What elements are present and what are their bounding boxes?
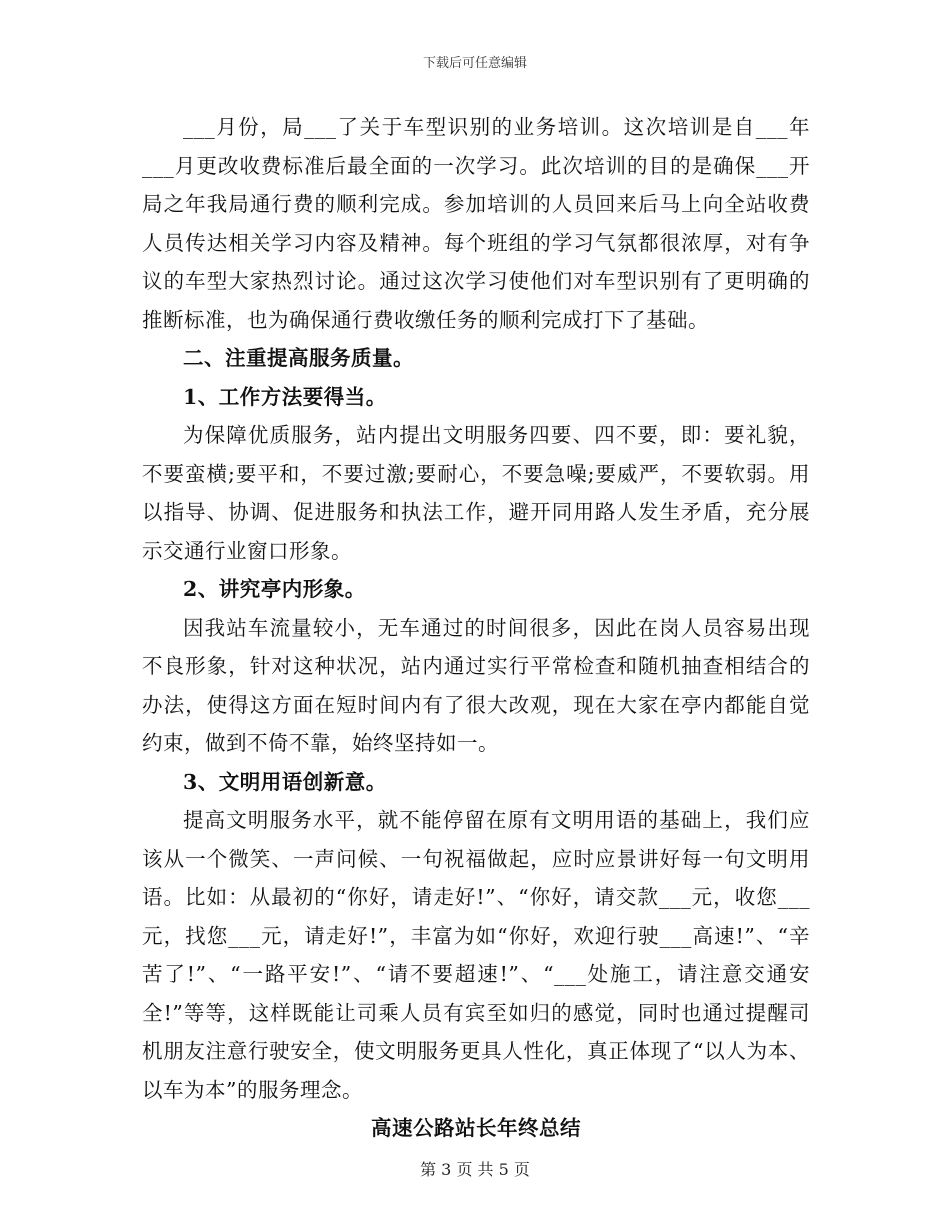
document-body bbox=[142, 108, 810, 1148]
subheading-civilized-language: 3、文明用语创新意。 bbox=[183, 769, 387, 794]
paragraph-booth-image: 因我站车流量较小，无车通过的时间很多，因此在岗人员容易出现不良形象，针对这种状况，站内通过实行平常检查和随机抽查相结合的办法，使得这方面在短时间内有了很大改观，现在大家在亭内都能自觉约束，做到不倚不靠，始终坚持如一。 bbox=[142, 615, 810, 755]
document-title: 高速公路站长年终总结 bbox=[371, 1116, 581, 1140]
subheading-booth-image: 2、讲究亭内形象。 bbox=[183, 577, 366, 601]
paragraph-work-method: 为保障优质服务，站内提出文明服务四要、四不要，即：要礼貌，不要蛮横;要平和，不要过激;要耐心，不要急噪;要威严，不要软弱。用以指导、协调、促进服务和执法工作，避开同用路人发生矛盾，充分展示交通行业窗口形象。 bbox=[142, 423, 810, 563]
page-number: 第 3 页 共 5 页 bbox=[420, 1160, 530, 1179]
section-heading-service-quality: 二、注重提高服务质量。 bbox=[183, 346, 414, 370]
page-header: 下载后可任意编辑 bbox=[422, 56, 527, 71]
paragraph-civilized-language: 提高文明服务水平，就不能停留在原有文明用语的基础上，我们应该从一个微笑、一声问候、一句祝福做起，应时应景讲好每一句文明用语。比如：从最初的“你好，请走好!”、“你好，请交款___元，收您___元，找您___元，请走好!”，丰富为如“你好，欢迎行驶___高速!”、“辛苦了!”、“一路平安!”、“请不要超速!”、“___处施工，请注意交通安全!”等等，这样既能让司乘人员有宾至如归的感觉，同时也通过提醒司机朋友注意行驶安全，使文明服务更具人性化，真正体现了“以人为本、以车为本”的服务理念。 bbox=[142, 808, 810, 1102]
subheading-work-method: 1、工作方法要得当。 bbox=[183, 384, 387, 409]
paragraph-training: ___月份，局___了关于车型识别的业务培训。这次培训是自___年___月更改收费标准后最全面的一次学习。此次培训的目的是确保___开局之年我局通行费的顺利完成。参加培训的人员回来后马上向全站收费人员传达相关学习内容及精神。每个班组的学习气氛都很浓厚，对有争议的车型大家热烈讨论。通过这次学习使他们对车型识别有了更明确的推断标准，也为确保通行费收缴任务的顺利完成打下了基础。 bbox=[142, 115, 810, 332]
